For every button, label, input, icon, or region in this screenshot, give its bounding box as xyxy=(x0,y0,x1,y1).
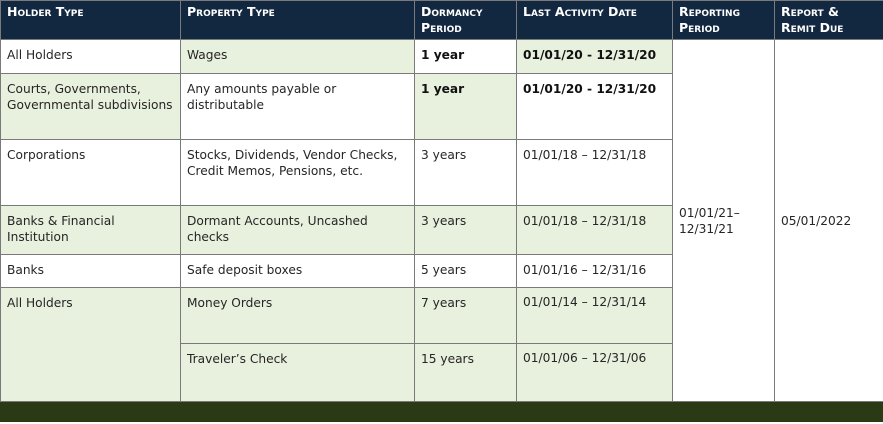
report-remit-due-cell: 05/01/2022 xyxy=(775,40,883,402)
holder-type-cell: All Holders xyxy=(1,288,181,402)
last-activity-date-cell: 01/01/18 – 12/31/18 xyxy=(517,206,673,255)
last-activity-date-cell: 01/01/20 - 12/31/20 xyxy=(517,40,673,74)
footer-band xyxy=(1,402,883,422)
property-type-cell: Safe deposit boxes xyxy=(181,255,415,288)
property-type-cell: Any amounts payable or distributable xyxy=(181,74,415,140)
last-activity-date-cell: 01/01/16 – 12/31/16 xyxy=(517,255,673,288)
header-property-type: Property Type xyxy=(181,1,415,40)
holder-type-cell: Banks & Financial Institution xyxy=(1,206,181,255)
property-type-cell: Dormant Accounts, Uncashed checks xyxy=(181,206,415,255)
header-report-remit-due: Report & Remit Due xyxy=(775,1,883,40)
holder-type-cell: Corporations xyxy=(1,140,181,206)
dormancy-period-cell: 1 year xyxy=(415,40,517,74)
last-activity-date-cell: 01/01/06 – 12/31/06 xyxy=(517,344,673,402)
table-footer-bar xyxy=(1,402,883,422)
last-activity-date-cell: 01/01/14 – 12/31/14 xyxy=(517,288,673,344)
reporting-period-cell: 01/01/21– 12/31/21 xyxy=(673,40,775,402)
header-reporting-period: Reporting Period xyxy=(673,1,775,40)
table-row xyxy=(1,40,883,74)
dormancy-period-cell: 3 years xyxy=(415,206,517,255)
last-activity-date-cell: 01/01/20 - 12/31/20 xyxy=(517,74,673,140)
property-type-cell: Traveler’s Check xyxy=(181,344,415,402)
holder-type-cell: All Holders xyxy=(1,40,181,74)
table-header-row xyxy=(1,1,883,40)
dormancy-period-cell: 3 years xyxy=(415,140,517,206)
holder-type-cell: Courts, Governments, Governmental subdivisions xyxy=(1,74,181,140)
header-last-activity-date: Last Activity Date xyxy=(517,1,673,40)
property-type-cell: Wages xyxy=(181,40,415,74)
dormancy-period-cell: 5 years xyxy=(415,255,517,288)
header-holder-type: Holder Type xyxy=(1,1,181,40)
property-type-cell: Money Orders xyxy=(181,288,415,344)
dormancy-period-cell: 15 years xyxy=(415,344,517,402)
holder-type-cell: Banks xyxy=(1,255,181,288)
last-activity-date-cell: 01/01/18 – 12/31/18 xyxy=(517,140,673,206)
dormancy-period-cell: 1 year xyxy=(415,74,517,140)
dormancy-period-cell: 7 years xyxy=(415,288,517,344)
property-type-cell: Stocks, Dividends, Vendor Checks, Credit Memos, Pensions, etc. xyxy=(181,140,415,206)
header-dormancy-period: Dormancy Period xyxy=(415,1,517,40)
